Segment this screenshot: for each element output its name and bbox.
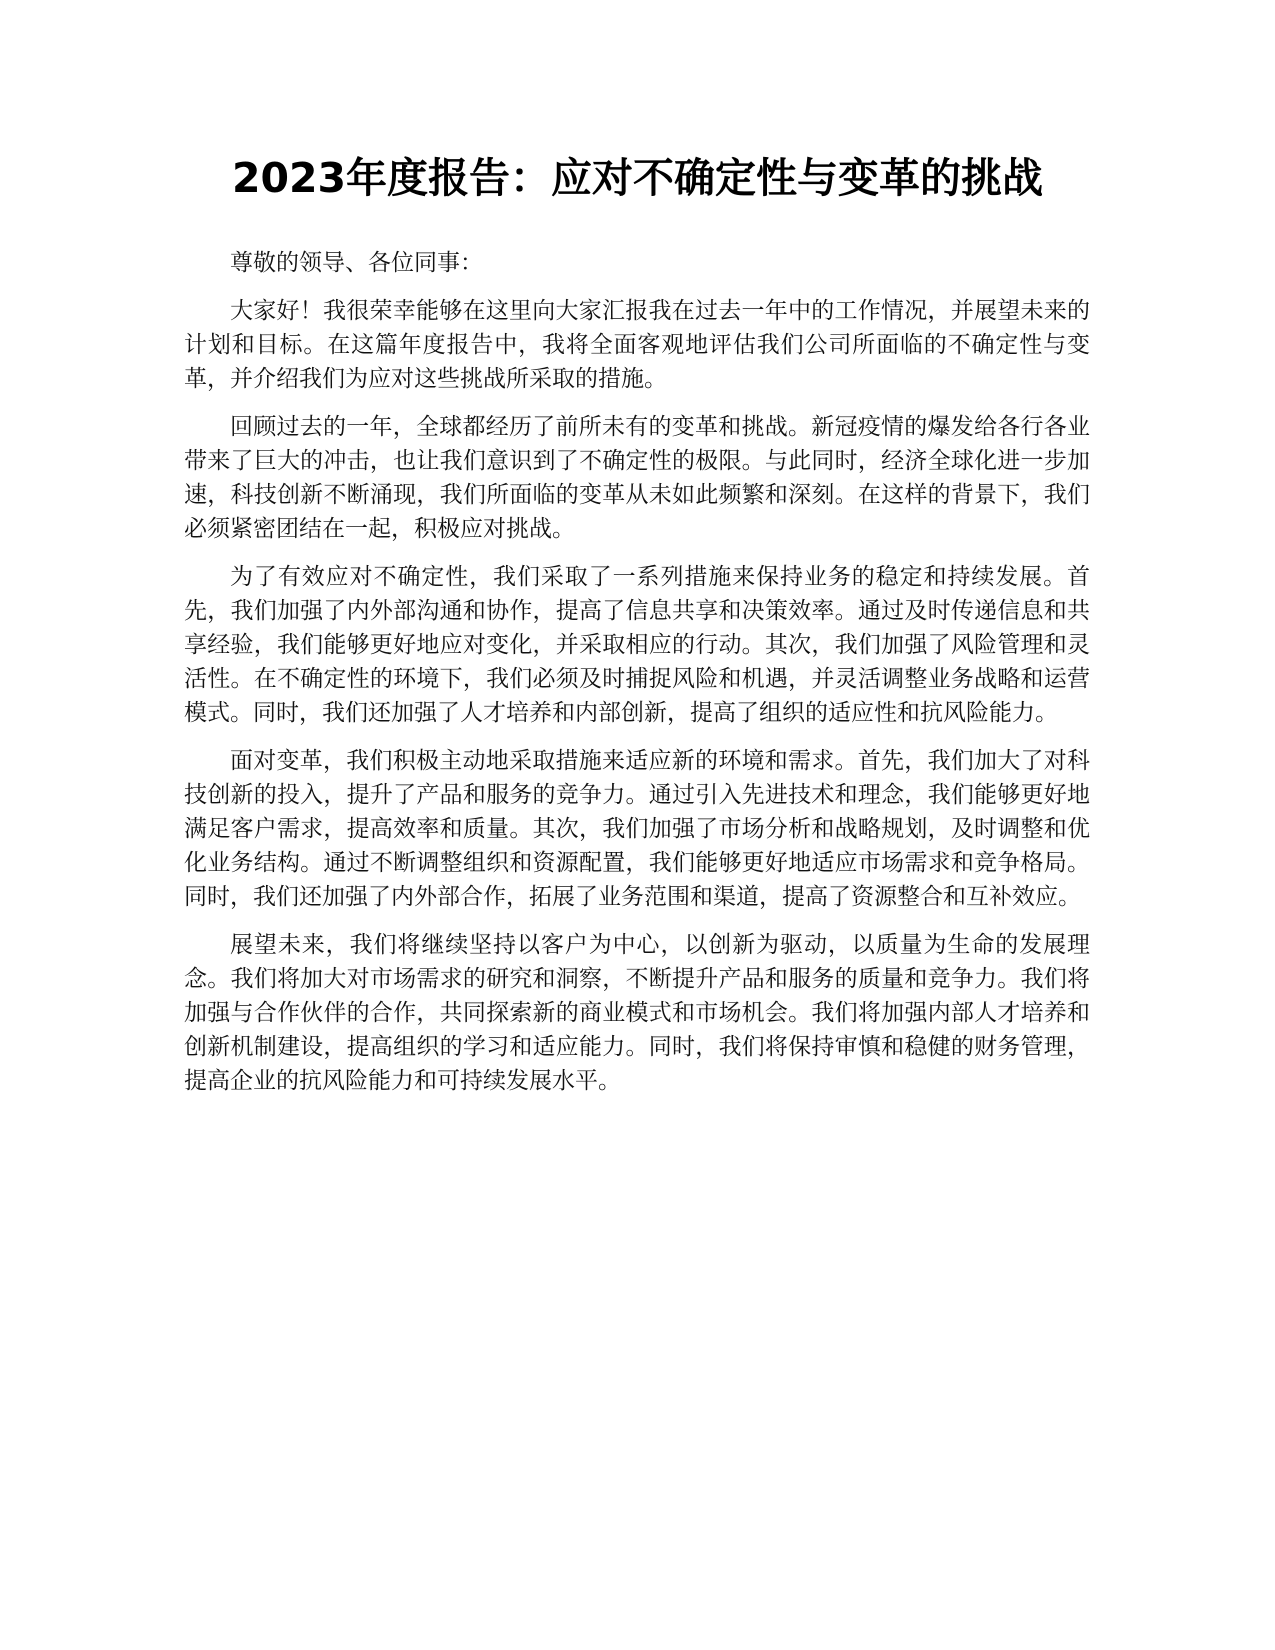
salutation-paragraph: 尊敬的领导、各位同事： xyxy=(230,250,483,276)
outlook-paragraph: 展望未来，我们将继续坚持以客户为中心，以创新为驱动，以质量为生命的发展理念。我们将加大对市场需求的研究和洞察，不断提升产品和服务的质量和竞争力。我们将加强与合作伙伴的合作，共同探索新的商业模式和市场机会。我们将加强内部人才培养和创新机制建设，提高组织的学习和适应能力。同时，我们将保持审慎和稳健的财务管理，提高企业的抗风险能力和可持续发展水平。 xyxy=(184,932,1090,1094)
uncertainty-measures-paragraph: 为了有效应对不确定性，我们采取了一系列措施来保持业务的稳定和持续发展。首先，我们加强了内外部沟通和协作，提高了信息共享和决策效率。通过及时传递信息和共享经验，我们能够更好地应对变化，并采取相应的行动。其次，我们加强了风险管理和灵活性。在不确定性的环境下，我们必须及时捕捉风险和机遇，并灵活调整业务战略和运营模式。同时，我们还加强了人才培养和内部创新，提高了组织的适应性和抗风险能力。 xyxy=(184,564,1090,726)
document-title: 2023年度报告：应对不确定性与变革的挑战 xyxy=(231,154,1044,202)
intro-paragraph: 大家好！我很荣幸能够在这里向大家汇报我在过去一年中的工作情况，并展望未来的计划和目标。在这篇年度报告中，我将全面客观地评估我们公司所面临的不确定性与变革，并介绍我们为应对这些挑战所采取的措施。 xyxy=(184,298,1090,392)
change-response-paragraph: 面对变革，我们积极主动地采取措施来适应新的环境和需求。首先，我们加大了对科技创新的投入，提升了产品和服务的竞争力。通过引入先进技术和理念，我们能够更好地满足客户需求，提高效率和质量。其次，我们加强了市场分析和战略规划，及时调整和优化业务结构。通过不断调整组织和资源配置，我们能够更好地适应市场需求和竞争格局。同时，我们还加强了内外部合作，拓展了业务范围和渠道，提高了资源整合和互补效应。 xyxy=(184,748,1090,910)
document-body xyxy=(184,246,1090,1112)
review-paragraph: 回顾过去的一年，全球都经历了前所未有的变革和挑战。新冠疫情的爆发给各行各业带来了巨大的冲击，也让我们意识到了不确定性的极限。与此同时，经济全球化进一步加速，科技创新不断涌现，我们所面临的变革从未如此频繁和深刻。在这样的背景下，我们必须紧密团结在一起，积极应对挑战。 xyxy=(184,414,1090,542)
